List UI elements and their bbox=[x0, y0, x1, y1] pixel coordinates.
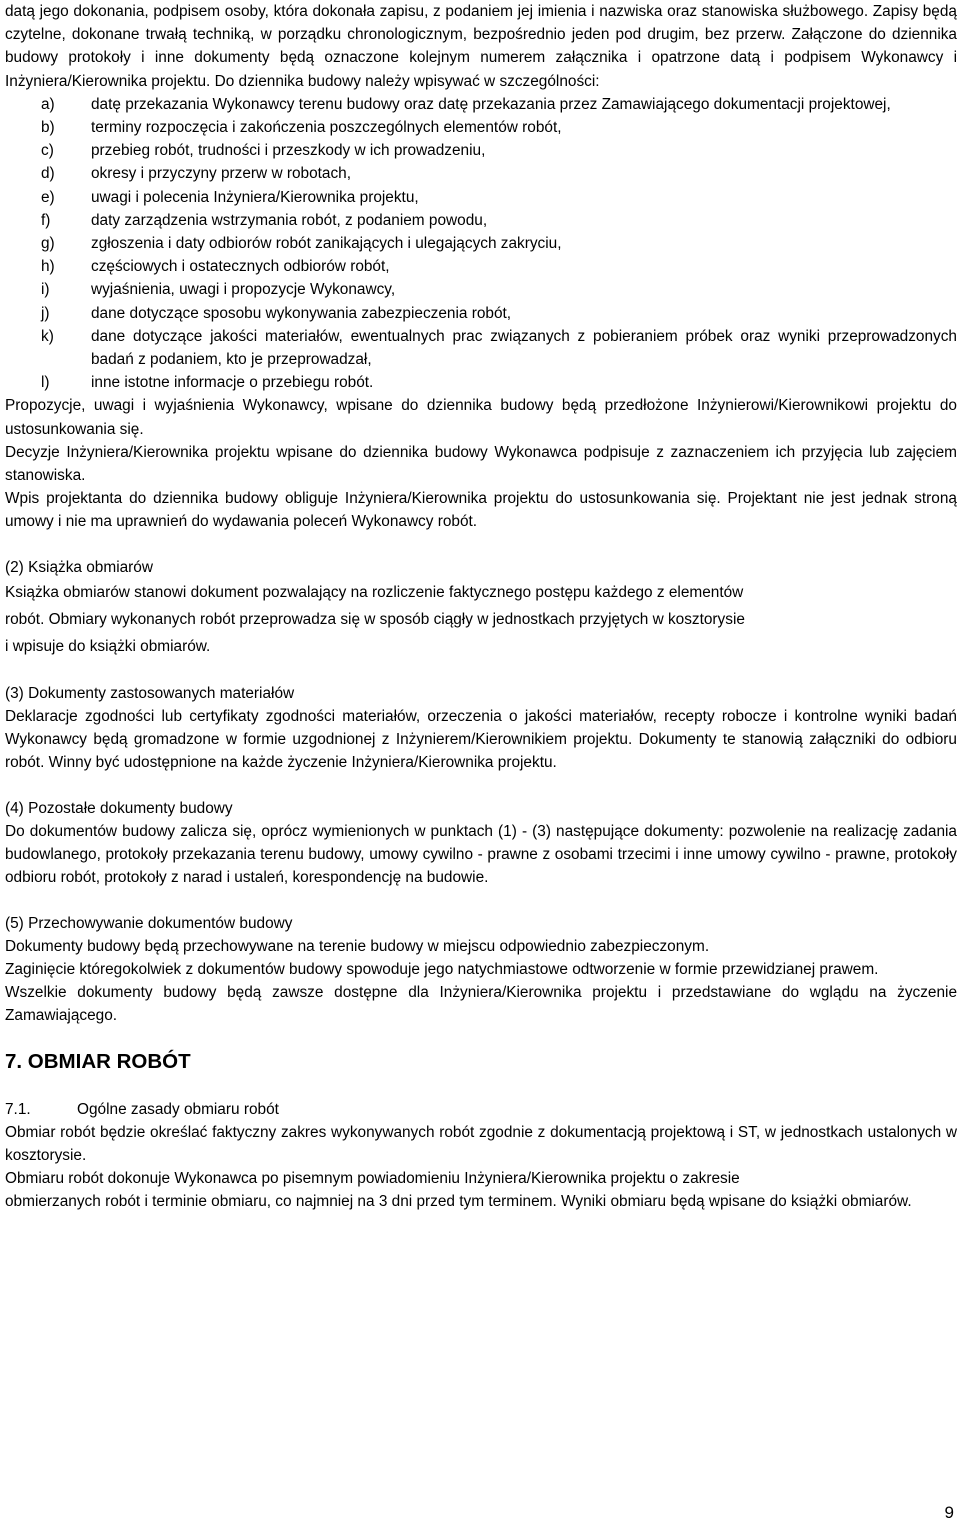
measurement-book-line-1: Książka obmiarów stanowi dokument pozwalający na rozliczenie faktycznego postępu każdego z elementów bbox=[5, 583, 744, 601]
document-page bbox=[5, 0, 957, 1214]
measurement-procedure-line-1: Obmiaru robót dokonuje Wykonawca po pisemnym powiadomieniu Inżyniera/Kierownika projektu o zakresie bbox=[5, 1170, 740, 1188]
subsection-title: Ogólne zasady obmiaru robót bbox=[77, 1100, 279, 1118]
list-item: k) dane dotyczące jakości materiałów, ewentualnych prac związanych z pobieraniem próbek oraz wyniki przeprowadzonych badań z podaniem, kto je przeprowadzał, bbox=[41, 327, 957, 369]
list-item: c) przebieg robót, trudności i przeszkody w ich prowadzeniu, bbox=[41, 142, 486, 160]
list-item: e) uwagi i polecenia Inżyniera/Kierownika projektu, bbox=[41, 188, 419, 206]
decisions-paragraph: Decyzje Inżyniera/Kierownika projektu wpisane do dziennika budowy Wykonawca podpisuje z zaznaczeniem ich przyjęcia lub zajęciem stanowiska. bbox=[5, 443, 957, 485]
list-item: b) terminy rozpoczęcia i zakończenia poszczególnych elementów robót, bbox=[41, 119, 562, 137]
storage-paragraph-1: Dokumenty budowy będą przechowywane na terenie budowy w miejscu odpowiednio zabezpieczonym. bbox=[5, 937, 710, 955]
measurement-book-line-3: i wpisuje do książki obmiarów. bbox=[5, 637, 211, 655]
section-title-measurement-book: (2) Książka obmiarów bbox=[5, 558, 153, 576]
page-number: 9 bbox=[944, 1503, 954, 1522]
diary-entries-list bbox=[5, 93, 957, 395]
chapter-heading: 7. OBMIAR ROBÓT bbox=[5, 1049, 191, 1073]
list-item: i) wyjaśnienia, uwagi i propozycje Wykonawcy, bbox=[41, 281, 396, 299]
measurement-scope-paragraph: Obmiar robót będzie określać faktyczny zakres wykonywanych robót zgodnie z dokumentacją projektową i ST, w jednostkach ustalonych w kosztorysie. bbox=[5, 1123, 957, 1164]
list-item: j) dane dotyczące sposobu wykonywania zabezpieczenia robót, bbox=[41, 304, 512, 322]
measurement-procedure-line-2: obmierzanych robót i terminie obmiaru, co najmniej na 3 dni przed tym terminem. Wyniki obmiaru będą wpisane do książki obmiarów. bbox=[5, 1193, 912, 1211]
list-item: a) datę przekazania Wykonawcy terenu budowy oraz datę przekazania przez Zamawiającego dokumentacji projektowej, bbox=[41, 95, 891, 113]
storage-paragraph-3: Wszelkie dokumenty budowy będą zawsze dostępne dla Inżyniera/Kierownika projektu i przedstawiane do wglądu na życzenie Zamawiającego. bbox=[5, 984, 957, 1025]
list-item: h) częściowych i ostatecznych odbiorów robót, bbox=[41, 258, 390, 276]
intro-paragraph: datą jego dokonania, podpisem osoby, która dokonała zapisu, z podaniem jej imienia i nazwiska oraz stanowiska służbowego. Zapisy będą czytelne, dokonane trwałą techniką, w porządku chronologicznym, bezpośrednio jeden pod drugim, bez przerw. Załączone do dziennika budowy protokoły i inne dokumenty będą oznaczone kolejnym numerem załącznika i opatrzone datą i podpisem Wykonawcy i Inżyniera/Kierownika projektu. Do dziennika budowy należy wpisywać w szczególności: bbox=[5, 3, 957, 90]
measurement-book-line-2: robót. Obmiary wykonanych robót przeprowadza się w sposób ciągły w jednostkach przyjętych w kosztorysie bbox=[5, 610, 745, 628]
list-item: f) daty zarządzenia wstrzymania robót, z podaniem powodu, bbox=[41, 211, 488, 229]
other-documents-paragraph: Do dokumentów budowy zalicza się, oprócz wymienionych w punktach (1) - (3) następujące dokumenty: pozwolenie na realizację zadania budowlanego, protokoły przekazania terenu budowy, umowy cywilno - prawne z osobami trzecimi i inne umowy cywilno - prawne, protokoły odbioru robót, protokoły z narad i ustaleń, korespondencję na budowie. bbox=[5, 822, 957, 887]
list-item: l) inne istotne informacje o przebiegu robót. bbox=[41, 374, 374, 392]
subsection-heading bbox=[5, 1098, 957, 1121]
section-title-storage: (5) Przechowywanie dokumentów budowy bbox=[5, 914, 293, 932]
materials-paragraph: Deklaracje zgodności lub certyfikaty zgodności materiałów, orzeczenia o jakości materiałów, recepty robocze i kontrolne wyniki badań Wykonawcy będą gromadzone w formie uzgodnionej z Inżynierem/Kierownikiem projektu. Dokumenty te stanowią załączniki do odbioru robót. Winny być udostępnione na każde życzenie Inżyniera/Kierownika projektu. bbox=[5, 708, 957, 772]
section-title-materials: (3) Dokumenty zastosowanych materiałów bbox=[5, 684, 295, 702]
list-item: g) zgłoszenia i daty odbiorów robót zanikających i ulegających zakryciu, bbox=[41, 235, 562, 253]
designer-entry-paragraph: Wpis projektanta do dziennika budowy obliguje Inżyniera/Kierownika projektu do ustosunkowania się. Projektant nie jest jednak stroną umowy i nie ma uprawnień do wydawania poleceń Wykonawcy robót. bbox=[5, 490, 957, 531]
storage-paragraph-2: Zaginięcie któregokolwiek z dokumentów budowy spowoduje jego natychmiastowe odtworzenie w formie przewidzianej prawem. bbox=[5, 960, 879, 978]
proposals-paragraph: Propozycje, uwagi i wyjaśnienia Wykonawcy, wpisane do dziennika budowy będą przedłożone Inżynierowi/Kierownikowi projektu do ustosunkowania się. bbox=[5, 397, 957, 438]
list-item: d) okresy i przyczyny przerw w robotach, bbox=[41, 165, 352, 183]
section-title-other-documents: (4) Pozostałe dokumenty budowy bbox=[5, 799, 233, 817]
subsection-number: 7.1. bbox=[5, 1100, 31, 1118]
